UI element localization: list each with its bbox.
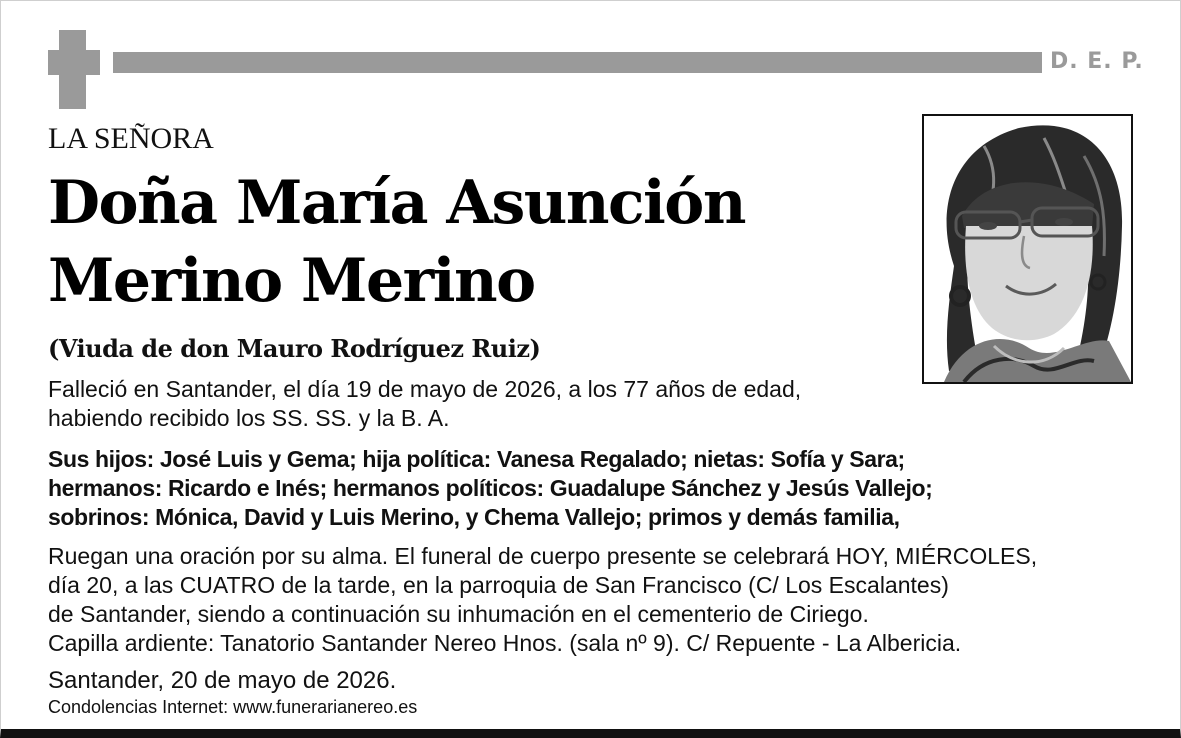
death-line-1: Falleció en Santander, el día 19 de mayo de 2026, a los 77 años de edad, xyxy=(48,376,802,402)
funeral-paragraph xyxy=(48,542,1037,658)
funeral-line-3: de Santander, siendo a continuación su inhumación en el cementerio de Ciriego. xyxy=(48,601,869,627)
condolences-line: Condolencias Internet: www.funerarianereo.es xyxy=(48,697,418,717)
portrait-photo xyxy=(922,114,1133,384)
family-line-2: hermanos: Ricardo e Inés; hermanos políticos: Guadalupe Sánchez y Jesús Vallejo; xyxy=(48,475,933,501)
funeral-line-1: Ruegan una oración por su alma. El funeral de cuerpo presente se celebrará HOY, MIÉRCOLES, xyxy=(48,543,1038,569)
family-paragraph xyxy=(48,445,932,532)
dep-label: D. E. P. xyxy=(1050,49,1144,74)
portrait-image xyxy=(924,116,1131,382)
honorific-prefix: LA SEÑORA xyxy=(48,122,214,155)
deceased-name xyxy=(48,164,908,320)
funeral-line-4: Capilla ardiente: Tanatorio Santander Nereo Hnos. (sala nº 9). C/ Repuente - La Albericia. xyxy=(48,630,962,656)
family-line-1: Sus hijos: José Luis y Gema; hija política: Vanesa Regalado; nietas: Sofía y Sara; xyxy=(48,446,905,472)
cross-icon-arm xyxy=(48,50,100,75)
deceased-name-line-1: Doña María Asunción xyxy=(48,168,745,238)
deceased-name-line-2: Merino Merino xyxy=(48,246,535,316)
header-rule xyxy=(113,52,1042,73)
funeral-line-2: día 20, a las CUATRO de la tarde, en la parroquia de San Francisco (C/ Los Escalantes) xyxy=(48,572,949,598)
death-paragraph xyxy=(48,375,801,433)
death-line-2: habiendo recibido los SS. SS. y la B. A. xyxy=(48,405,450,431)
date-line: Santander, 20 de mayo de 2026. xyxy=(48,667,397,694)
family-line-3: sobrinos: Mónica, David y Luis Merino, y Chema Vallejo; primos y demás familia, xyxy=(48,504,900,530)
widow-line: (Viuda de don Mauro Rodríguez Ruiz) xyxy=(48,334,541,363)
